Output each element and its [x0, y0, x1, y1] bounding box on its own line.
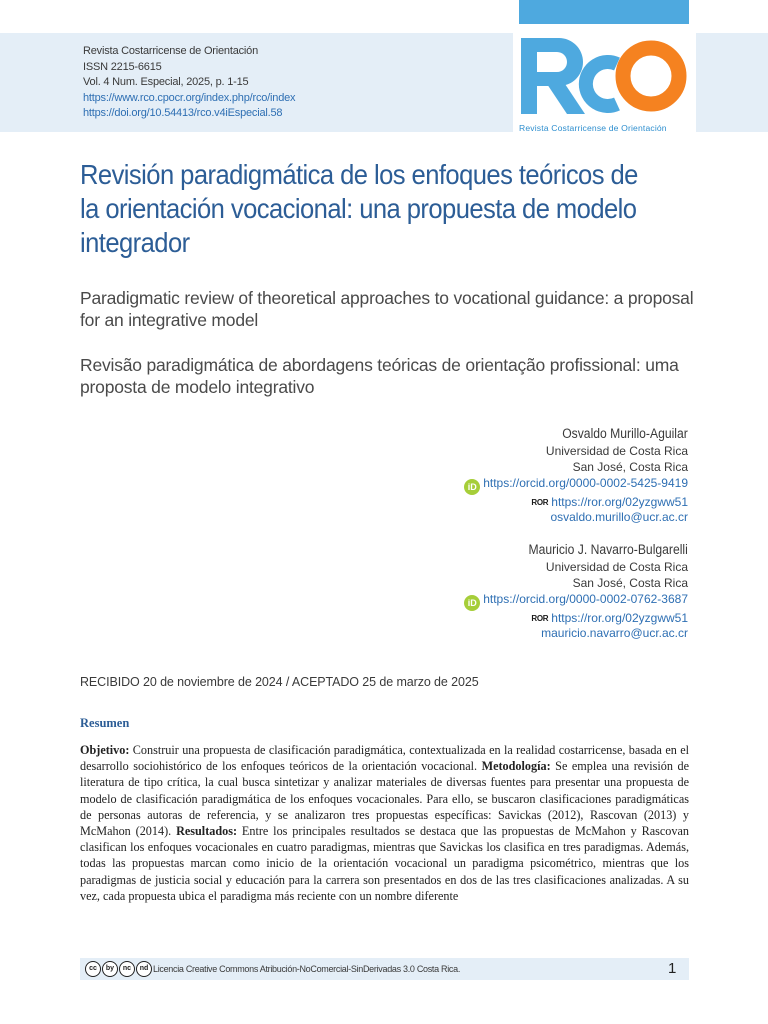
doi-link[interactable]: https://doi.org/10.54413/rco.v4iEspecial.58 — [83, 107, 283, 119]
orcid-link[interactable]: https://orcid.org/0000-0002-0762-3687 — [483, 591, 688, 606]
subtitle-english: Paradigmatic review of theoretical approaches to vocational guidance: a proposal for an integrative model — [80, 288, 694, 330]
ror-icon: ROR — [531, 613, 549, 623]
resultados-text: Entre los principales resultados se destaca que las propuestas de McMahon y Rascovan clasifican los enfoques vocacionales en cuatro paradigmas, mientras que Savickas los clasifica en tres paradigmas. Además, todas las propuestas marcan como inicio de la orientación vocacional un paradigma psicométrico, mientras que los paradigmas de justicia social y educación para la carrera son presentados en dos de las tres clasificaciones analizadas. A su vez, cada propuesta ubica el paradigma más reciente con un nombre diferente — [80, 824, 689, 903]
logo-caption: Revista Costarricense de Orientación — [519, 123, 667, 133]
abstract-heading: Resumen — [80, 716, 130, 730]
license-text[interactable]: Licencia Creative Commons Atribución-NoComercial-SinDerivadas 3.0 Costa Rica. — [153, 964, 461, 974]
cc-license-icons[interactable] — [85, 961, 152, 977]
author-block — [464, 424, 688, 526]
logo-top-bar — [519, 0, 689, 24]
author-location: San José, Costa Rica — [572, 459, 688, 474]
page-number: 1 — [668, 960, 677, 977]
ror-icon: ROR — [531, 497, 549, 507]
article-title: Revisión paradigmática de los enfoques teóricos de la orientación vocacional: una propuesta de modelo integrador — [80, 159, 638, 258]
objetivo-label: Objetivo: — [80, 743, 130, 757]
metodologia-label: Metodología: — [481, 759, 551, 774]
author-block — [464, 540, 688, 642]
author-university: Universidad de Costa Rica — [545, 444, 688, 458]
orcid-link[interactable]: https://orcid.org/0000-0002-5425-9419 — [483, 475, 688, 490]
journal-url-link[interactable]: https://www.rco.cpocr.org/index.php/rco/index — [83, 91, 296, 104]
abstract-body — [80, 742, 689, 904]
objetivo-text: Construir una propuesta de clasificación paradigmática, contextualizada en la realidad costarricense, basada en el desarrollo sociohistórico de los enfoques teóricos de la orientación vocacional. — [80, 743, 689, 774]
cc-icon: cc — [85, 961, 101, 977]
cc-nd-icon: nd — [136, 961, 152, 977]
issn: ISSN 2215-6615 — [83, 60, 162, 73]
journal-info — [83, 44, 295, 122]
received-accepted-dates: RECIBIDO 20 de noviembre de 2024 / ACEPTADO 25 de marzo de 2025 — [80, 675, 479, 689]
rco-logo — [519, 30, 689, 122]
subtitle-portuguese: Revisão paradigmática de abordagens teóricas de orientação profissional: uma proposta de modelo integrativo — [80, 355, 679, 397]
metodologia-text: Se emplea una revisión de literatura de tipo crítica, la cual busca sintetizar y analizar materiales de diversas fuentes para presentar una propuesta de modelo de clasificación paradigmática de los enfoques vocacionales. Para ello, se buscaron clasificaciones paradigmáticas de personas autoras de referencia, y se analizaron tres propuestas específicas: Savickas (2012), Rascovan (2013) y McMahon (2014). — [80, 759, 689, 839]
journal-name: Revista Costarricense de Orientación — [83, 45, 258, 57]
resultados-label: Resultados: — [176, 824, 238, 839]
author-name: Mauricio J. Navarro-Bulgarelli — [528, 542, 688, 557]
author-email-link[interactable]: osvaldo.murillo@ucr.ac.cr — [550, 510, 688, 525]
author-email-link[interactable]: mauricio.navarro@ucr.ac.cr — [541, 626, 688, 641]
volume-info: Vol. 4 Num. Especial, 2025, p. 1-15 — [83, 76, 249, 88]
author-university: Universidad de Costa Rica — [545, 560, 688, 574]
ror-link[interactable]: https://ror.org/02yzgww51 — [551, 494, 688, 509]
cc-by-icon: by — [102, 961, 118, 977]
ror-link[interactable]: https://ror.org/02yzgww51 — [551, 610, 688, 625]
cc-nc-icon: nc — [119, 961, 135, 977]
orcid-icon: iD — [464, 595, 480, 611]
orcid-icon: iD — [464, 479, 480, 495]
author-name: Osvaldo Murillo-Aguilar — [562, 426, 688, 441]
author-location: San José, Costa Rica — [572, 575, 688, 590]
